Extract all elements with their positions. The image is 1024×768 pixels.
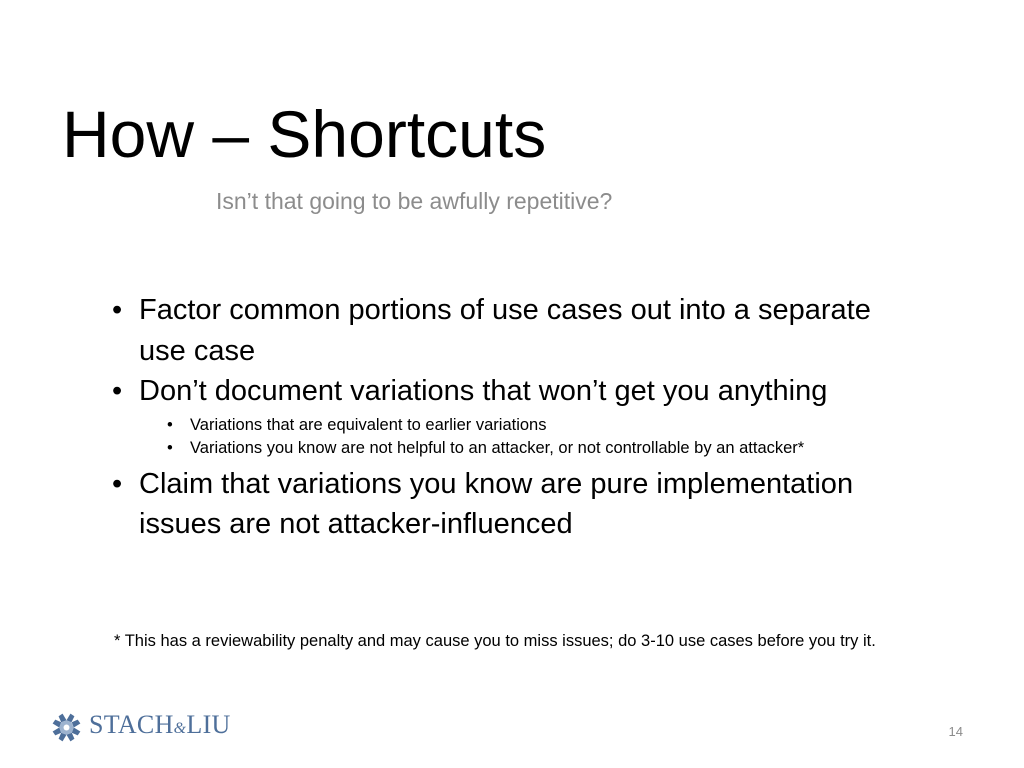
bullet-item [110,290,910,371]
sub-bullet-marker: • [167,415,173,434]
bullet-text: Don’t document variations that won’t get you anything [139,375,828,407]
stach-liu-logo-icon [50,711,83,744]
bullet-text: Claim that variations you know are pure implementation issues are not attacker-influenced [139,467,854,540]
company-logo [50,709,231,745]
logo-name-part1: STACH [89,710,174,739]
logo-wordmark [89,710,231,744]
bullet-marker: • [112,467,123,500]
bullet-marker: • [112,375,123,407]
sub-bullet-list [110,414,910,461]
sub-bullet-text: Variations that are equivalent to earlier variations [190,415,547,434]
slide-subtitle: Isn’t that going to be awfully repetitive? [216,188,613,214]
sub-bullet-item [110,414,910,438]
logo-name-part2: LIU [186,710,231,739]
footnote: * This has a reviewability penalty and may cause you to miss issues; do 3-10 use cases before you try it. [114,632,876,650]
slide-title: How – Shortcuts [62,97,547,171]
bullet-list [110,290,910,545]
page-number: 14 [948,724,963,739]
bullet-item [110,464,910,545]
logo-ampersand: & [173,720,187,737]
sub-bullet-text: Variations you know are not helpful to an attacker, or not controllable by an attacker* [190,439,805,457]
sub-bullet-marker: • [167,439,173,457]
bullet-text: Factor common portions of use cases out into a separate use case [139,294,871,367]
sub-bullet-item [110,437,910,461]
bullet-item [110,371,910,412]
bullet-marker: • [112,294,123,326]
